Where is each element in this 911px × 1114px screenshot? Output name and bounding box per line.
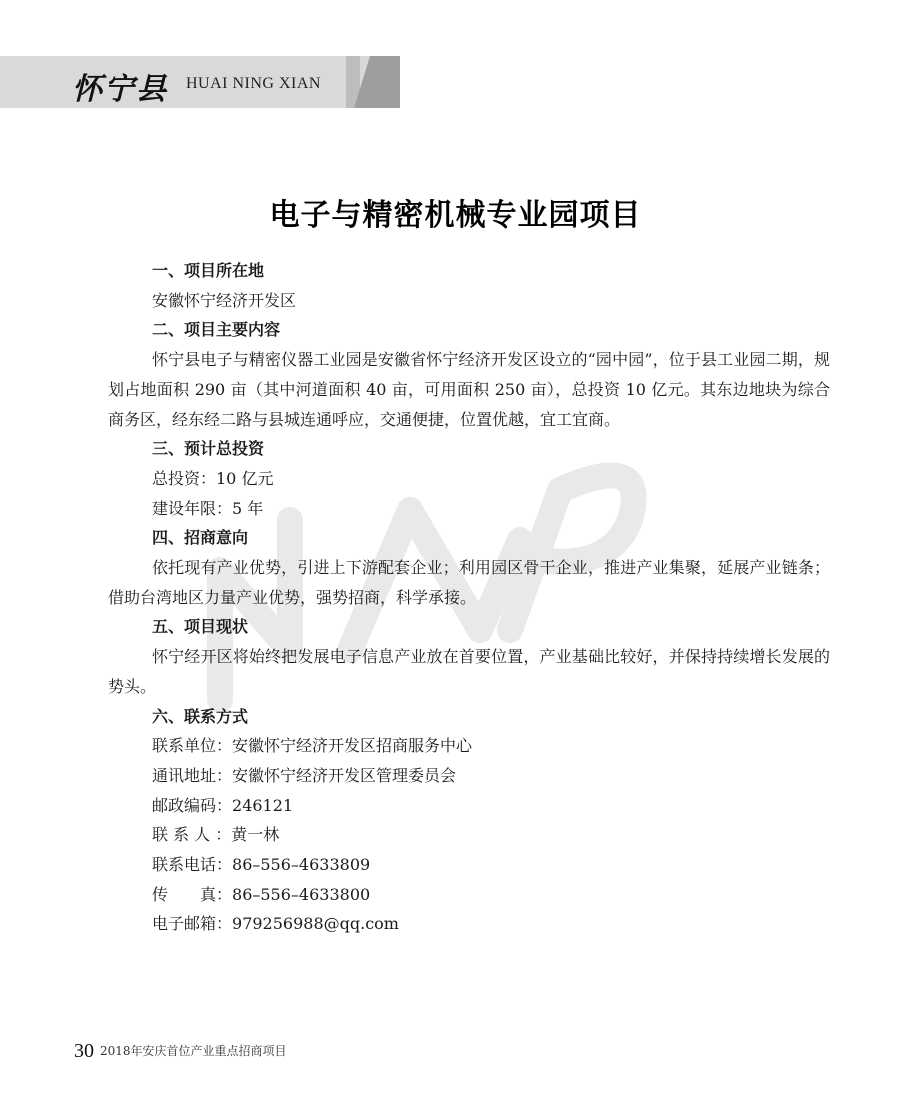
total-investment: 总投资：10 亿元 (152, 468, 274, 488)
contact-unit-label: 联系单位： (152, 736, 233, 756)
contact-phone (108, 850, 830, 880)
contact-unit (108, 731, 830, 761)
page-footer (74, 1040, 287, 1063)
contact-address (108, 761, 830, 791)
content-paragraph: 怀宁县电子与精密仪器工业园是安徽省怀宁经济开发区设立的“园中园”，位于县工业园二期，规划占地面积 290 亩（其中河道面积 40 亩，可用面积 250 亩），总投资 10 亿元。其东边地块为综合商务区，经东经二路与县城连通呼应，交通便捷，位置优越，宜工宜商。 (108, 350, 830, 429)
section-heading-location: 一、项目所在地 (152, 261, 265, 280)
contact-email-value: 979256988@qq.com (232, 914, 399, 934)
section-heading-investment: 三、预计总投资 (152, 439, 265, 459)
section-heading-status: 五、项目现状 (152, 617, 249, 637)
header-tab-dark (354, 56, 400, 108)
contact-postcode-value: 246121 (232, 795, 294, 815)
county-name-english: HUAI NING XIAN (186, 75, 321, 92)
contact-postcode-label: 邮政编码： (152, 795, 233, 815)
article-body (108, 256, 830, 939)
contact-unit-value: 安徽怀宁经济开发区招商服务中心 (232, 736, 473, 756)
contact-postcode (108, 791, 830, 821)
contact-email-label: 电子邮箱： (152, 914, 233, 934)
contact-email (108, 909, 830, 939)
county-name-chinese: 怀宁县 (72, 72, 168, 107)
intent-paragraph: 依托现有产业优势，引进上下游配套企业；利用园区骨干企业，推进产业集聚，延展产业链条；借助台湾地区力量产业优势，强势招商，科学承接。 (108, 558, 830, 607)
contact-person-label: 联 系 人 ： (152, 825, 232, 845)
contact-phone-label: 联系电话： (152, 855, 233, 875)
contact-person-value: 黄一林 (231, 825, 280, 845)
contact-address-value: 安徽怀宁经济开发区管理委员会 (232, 765, 457, 785)
section-heading-contact: 六、联系方式 (152, 706, 249, 726)
publication-title: 2018年安庆首位产业重点招商项目 (100, 1044, 287, 1058)
contact-fax-label: 传 真： (152, 884, 233, 904)
page-number: 30 (74, 1040, 94, 1062)
page-title: 电子与精密机械专业园项目 (269, 198, 642, 233)
status-paragraph: 怀宁经开区将始终把发展电子信息产业放在首要位置，产业基础比较好，并保持持续增长发展的势头。 (108, 647, 830, 696)
contact-fax (108, 880, 830, 910)
contact-fax-value: 86–556–4633800 (232, 884, 371, 904)
construction-period: 建设年限：5 年 (152, 498, 264, 518)
contact-person (108, 820, 830, 850)
section-heading-intent: 四、招商意向 (152, 528, 249, 548)
contact-phone-value: 86–556–4633809 (232, 855, 371, 875)
location-text: 安徽怀宁经济开发区 (152, 290, 297, 310)
section-heading-content: 二、项目主要内容 (152, 320, 281, 340)
contact-address-label: 通讯地址： (152, 765, 233, 785)
